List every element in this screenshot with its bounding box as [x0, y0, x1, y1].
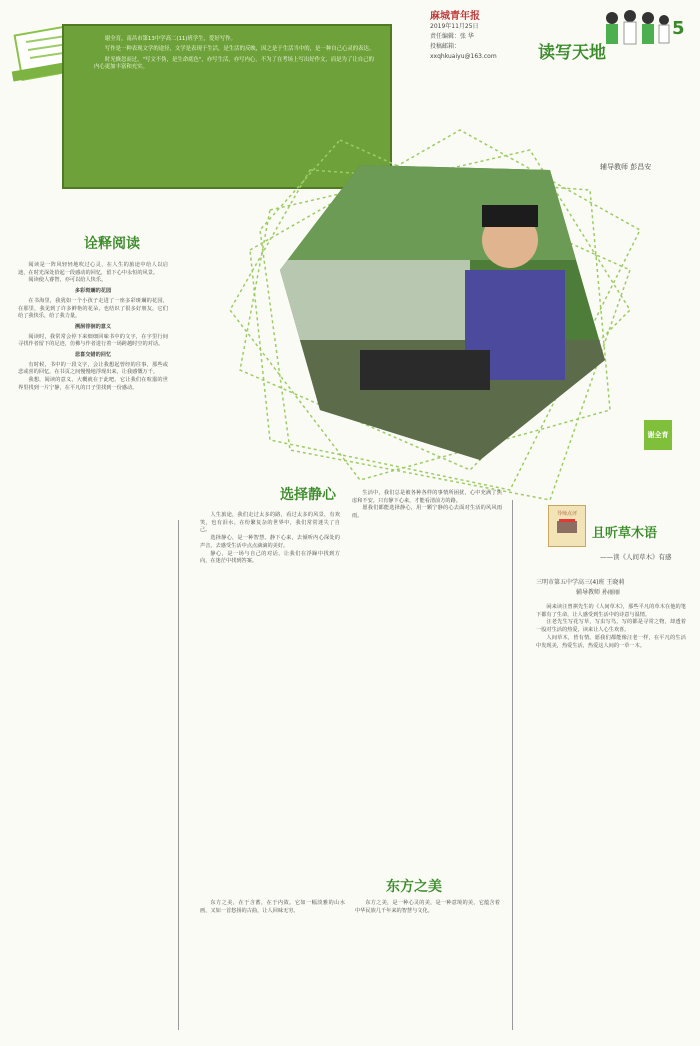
paragraph: 我想，阅读的意义，大概就在于此吧。它让我们在喧嚣的世界里找到一片宁静，在平凡的日子里找到一份感动。	[18, 377, 168, 391]
contact-email: xxqhkuaiyu@163.com	[430, 53, 497, 60]
paragraph: 闲来读汪曾祺先生的《人间草木》，那些平凡的草木在他的笔下都有了生命，让人感受到生活中的诗意与温情。	[536, 604, 686, 618]
paragraph: 人生旅途，我们走过太多的路，看过太多的风景，有欢笑，也有泪水。在纷繁复杂的世界中，我们常常迷失了自己。	[200, 512, 340, 534]
paragraph: 静心，是一场与自己的对话，让我们在浮躁中找到方向，在迷茫中找到答案。	[200, 550, 340, 565]
article-body-east	[200, 900, 500, 1030]
column-divider	[178, 520, 179, 1030]
column-divider	[512, 500, 513, 1030]
paragraph: 东方之美，是一种心灵的美，是一种意境的美，它蕴含着中华民族几千年来的智慧与文化。	[355, 900, 500, 914]
contact-label: 投稿邮箱：	[430, 43, 461, 50]
students-illustration	[600, 8, 670, 52]
photo-frame-decoration	[210, 110, 670, 510]
intro-paragraph: 写作是一种表现文学的途径，文学是表现于生活，是生活的反映，因之是于生活当中的，是一种自己心灵的表达。	[104, 46, 375, 53]
article-body-calm-cont	[352, 490, 502, 860]
author-credit	[536, 578, 624, 598]
paper-name: 麻城青年报	[430, 11, 480, 22]
paragraph: 有时候，书中的一段文字，会让我想起曾经的往事，那些或悲或喜的回忆，在书页之间慢慢地浮现出来，让我感慨万千。	[18, 361, 168, 376]
paragraph: 愿我们都能选择静心，用一颗宁静的心去面对生活的风风雨雨。	[352, 505, 502, 520]
article-subtitle: ——读《人间草木》有感	[600, 553, 672, 561]
paper-info	[430, 12, 550, 62]
tutor-line: 辅导教师 孙丽丽	[576, 589, 620, 596]
paragraph: 东方之美，在于含蓄，在于内敛。它如一幅淡雅的山水画，又如一首悠扬的古曲，让人回味无穷。	[200, 900, 345, 914]
paragraph: 汪老先生写花写草，写虫写鸟，写的都是寻常之物，却透着一股对生活的热爱，读来让人心生欢喜。	[536, 619, 686, 634]
article-title-grass: 且听草木语	[592, 526, 658, 541]
paragraph: 阅读时，我常常会停下来细细回味书中的文字，在字里行间寻找作者留下的足迹，仿佛与作者进行着一场跨越时空的对话。	[18, 333, 168, 348]
paragraph: 选择静心，是一种智慧。静下心来，去倾听内心深处的声音，去感受生活中点点滴滴的美好。	[200, 535, 340, 549]
article-body-reading	[18, 262, 168, 1032]
badge-label: 导师点评	[556, 511, 577, 517]
paragraph: 人间草木，皆有情。愿我们都能像汪老一样，在平凡的生活中发现美，热爱生活，热爱这人间的一草一木。	[536, 634, 686, 649]
subheading: 悲喜交错的回忆	[74, 352, 112, 359]
issue-date: 2019年11月25日	[430, 23, 479, 30]
editor-line: 责任编辑：张 华	[430, 33, 474, 40]
paragraph: 在书海里，我犹如一个小孩子走进了一座多彩斑斓的花园，在那里，我见到了许多鲜艳的花朵，也结识了很多好朋友，它们给了我快乐，给了我力量。	[18, 297, 168, 320]
subheading: 多彩斑斓的花园	[74, 288, 112, 295]
paragraph: 阅读使人睿智，亦可以给人快乐。	[28, 277, 107, 284]
section-title: 读写天地	[538, 43, 606, 63]
article-title-reading: 诠释阅读	[84, 236, 140, 252]
author-line: 三明市第五中学高三(4)班 王晓莉	[536, 579, 625, 586]
article-body-grass	[536, 604, 686, 1034]
page-number: 5	[672, 18, 685, 39]
article-body-calm	[200, 512, 340, 862]
book-icon	[555, 517, 579, 535]
subheading: 溯洄徘徊的意义	[74, 323, 112, 330]
intro-paragraph: 谢全育，南昌市第13中学高二(11)班学生，爱好写作。	[104, 36, 236, 42]
paragraph: 生活中，我们总是被各种各样的事情所困扰，心中充满了焦虑和不安。只有静下心来，才能看清前方的路。	[352, 490, 502, 504]
tutor-credit: 辅导教师 彭昌安	[600, 163, 652, 171]
intro-paragraph: 时光倏忽而过，"写文不伪，是生命底色"，亦写生活，亦写内心，不为了在考场上写出好作文，而是为了让自己的内心更加丰富和充实。	[94, 56, 374, 71]
article-title-east: 东方之美	[386, 879, 442, 895]
tutor-comment-badge	[548, 505, 586, 547]
article-title-calm: 选择静心	[280, 487, 336, 503]
author-name-tag: 谢全育	[644, 420, 672, 450]
paragraph: 阅读是一阵风轻轻地吹过心灵，在人生的旅途中给人以启迪，在时光深处拾起一段感动的回忆，留下心中永恒的风景。	[18, 262, 168, 276]
